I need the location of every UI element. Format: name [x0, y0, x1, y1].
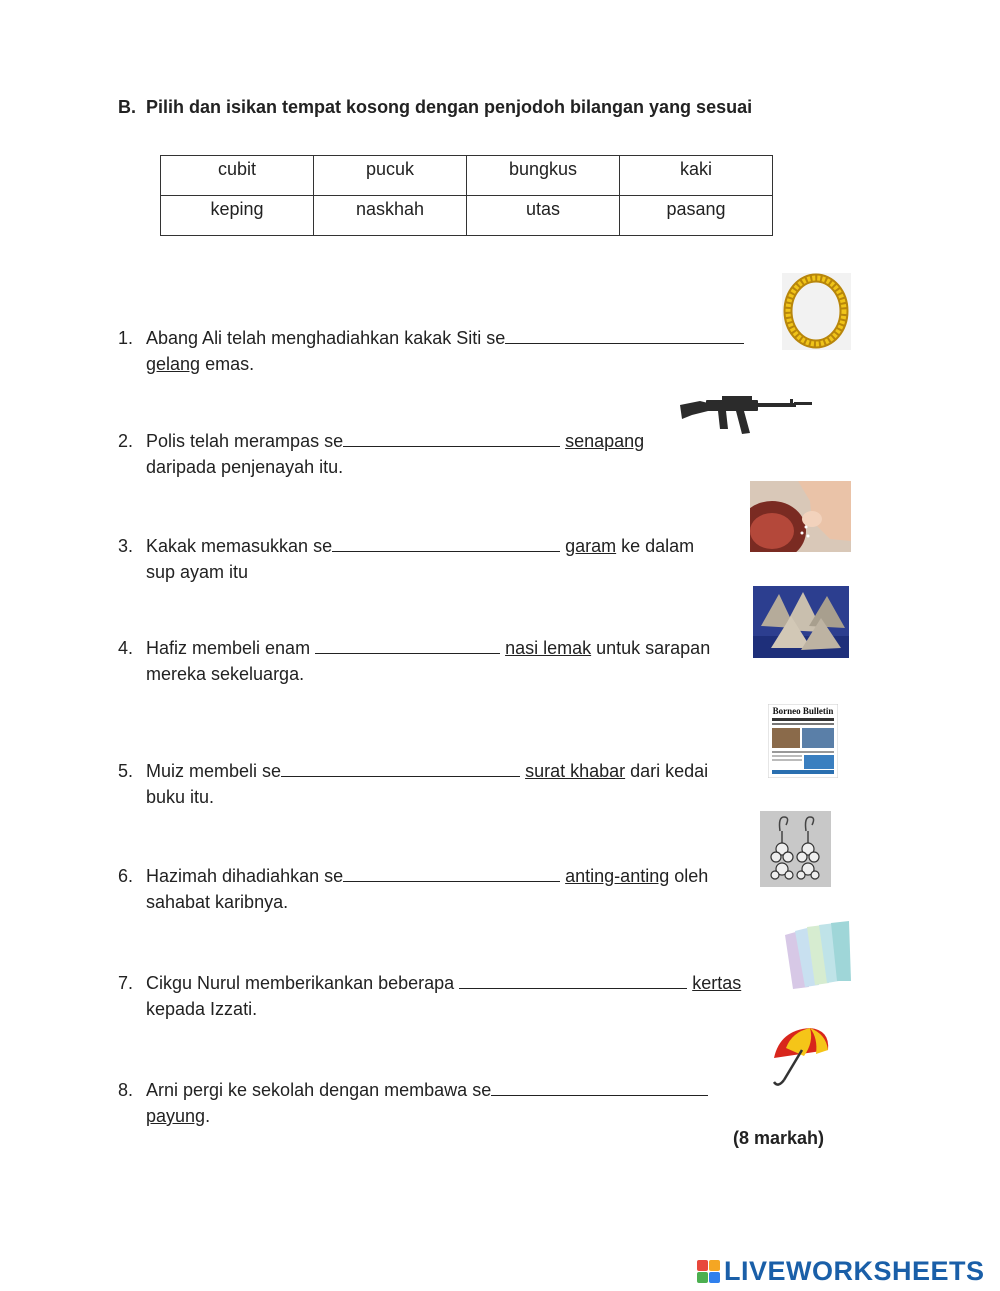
- question-line: [146, 533, 694, 559]
- liveworksheets-logo: [697, 1257, 985, 1285]
- umbrella-image: [770, 1024, 832, 1090]
- question-line: [146, 863, 708, 889]
- word-cell: utas: [467, 196, 620, 236]
- answer-blank[interactable]: [315, 636, 500, 654]
- question-text: Arni pergi ke sekolah dengan membawa se: [146, 1080, 492, 1100]
- question-number: 7.: [118, 973, 134, 993]
- newspaper-title: Borneo Bulletin: [772, 706, 834, 716]
- question-text: Kakak memasukkan se: [146, 536, 333, 556]
- question-line-2: [146, 1103, 210, 1129]
- question-number: 8.: [118, 1080, 134, 1100]
- question-number: 3.: [118, 536, 134, 556]
- answer-blank[interactable]: [343, 864, 560, 882]
- question-text: untuk sarapan: [591, 638, 711, 658]
- noun-word: nasi lemak: [505, 638, 592, 658]
- question-line: [146, 970, 741, 996]
- question-line-2: daripada penjenayah itu.: [146, 457, 344, 477]
- question-line: [146, 325, 744, 351]
- question-number: 5.: [118, 761, 134, 781]
- question-line: [146, 758, 708, 784]
- question-line-2: buku itu.: [146, 787, 215, 807]
- gold-bangle-image: [782, 273, 851, 350]
- question-text: .: [205, 1106, 211, 1126]
- section-letter: B.: [118, 97, 136, 117]
- question-line-2: sup ayam itu: [146, 562, 249, 582]
- word-cell: keping: [161, 196, 314, 236]
- answer-blank[interactable]: [491, 1078, 708, 1096]
- answer-blank[interactable]: [332, 534, 560, 552]
- question-line: [146, 428, 644, 454]
- question-text: oleh: [669, 866, 709, 886]
- paper-sheets-image: [779, 917, 852, 989]
- question-text: Hafiz membeli enam: [146, 638, 316, 658]
- answer-blank[interactable]: [281, 759, 520, 777]
- answer-blank[interactable]: [459, 971, 687, 989]
- word-cell: pucuk: [314, 156, 467, 196]
- question-text: Hazimah dihadiahkan se: [146, 866, 344, 886]
- word-cell: kaki: [620, 156, 773, 196]
- question-number: 2.: [118, 431, 134, 451]
- question-number: 4.: [118, 638, 134, 658]
- question-line: [146, 635, 710, 661]
- question-line-2: sahabat karibnya.: [146, 892, 289, 912]
- answer-blank[interactable]: [343, 429, 560, 447]
- question-line-2: [146, 351, 254, 377]
- total-marks: (8 markah): [733, 1128, 825, 1148]
- section-heading: [118, 97, 752, 118]
- question-text: Cikgu Nurul memberikankan beberapa: [146, 973, 460, 993]
- question-number: 6.: [118, 866, 134, 886]
- word-bank-row: [161, 156, 773, 196]
- nasi-lemak-image: [753, 586, 849, 658]
- newspaper-image: [768, 704, 838, 778]
- question-number: 1.: [118, 328, 134, 348]
- noun-word: anting-anting: [565, 866, 670, 886]
- brand-name: LIVEWORKSHEETS: [724, 1255, 985, 1286]
- question-text: dari kedai: [625, 761, 709, 781]
- question-text: Polis telah merampas se: [146, 431, 344, 451]
- word-bank-row: [161, 196, 773, 236]
- question-text: Abang Ali telah menghadiahkan kakak Siti se: [146, 328, 506, 348]
- question-line-2: mereka sekeluarga.: [146, 664, 305, 684]
- word-cell: pasang: [620, 196, 773, 236]
- question-text: Muiz membeli se: [146, 761, 282, 781]
- question-line-2: kepada Izzati.: [146, 999, 258, 1019]
- word-cell: naskhah: [314, 196, 467, 236]
- word-cell: bungkus: [467, 156, 620, 196]
- word-cell: cubit: [161, 156, 314, 196]
- noun-word: garam: [565, 536, 617, 556]
- rifle-image: [678, 391, 815, 436]
- answer-blank[interactable]: [505, 326, 744, 344]
- question-line: [146, 1077, 708, 1103]
- section-instruction: Pilih dan isikan tempat kosong dengan penjodoh bilangan yang sesuai: [146, 97, 753, 117]
- noun-word: gelang: [146, 354, 201, 374]
- question-text: ke dalam: [616, 536, 695, 556]
- noun-word: kertas: [692, 973, 742, 993]
- word-bank-table: [160, 155, 773, 236]
- noun-word: senapang: [565, 431, 645, 451]
- salt-pinch-image: [750, 481, 851, 552]
- earrings-image: [760, 811, 831, 887]
- logo-blocks-icon: [697, 1260, 720, 1283]
- noun-word: payung: [146, 1106, 206, 1126]
- noun-word: surat khabar: [525, 761, 626, 781]
- question-text: emas.: [200, 354, 255, 374]
